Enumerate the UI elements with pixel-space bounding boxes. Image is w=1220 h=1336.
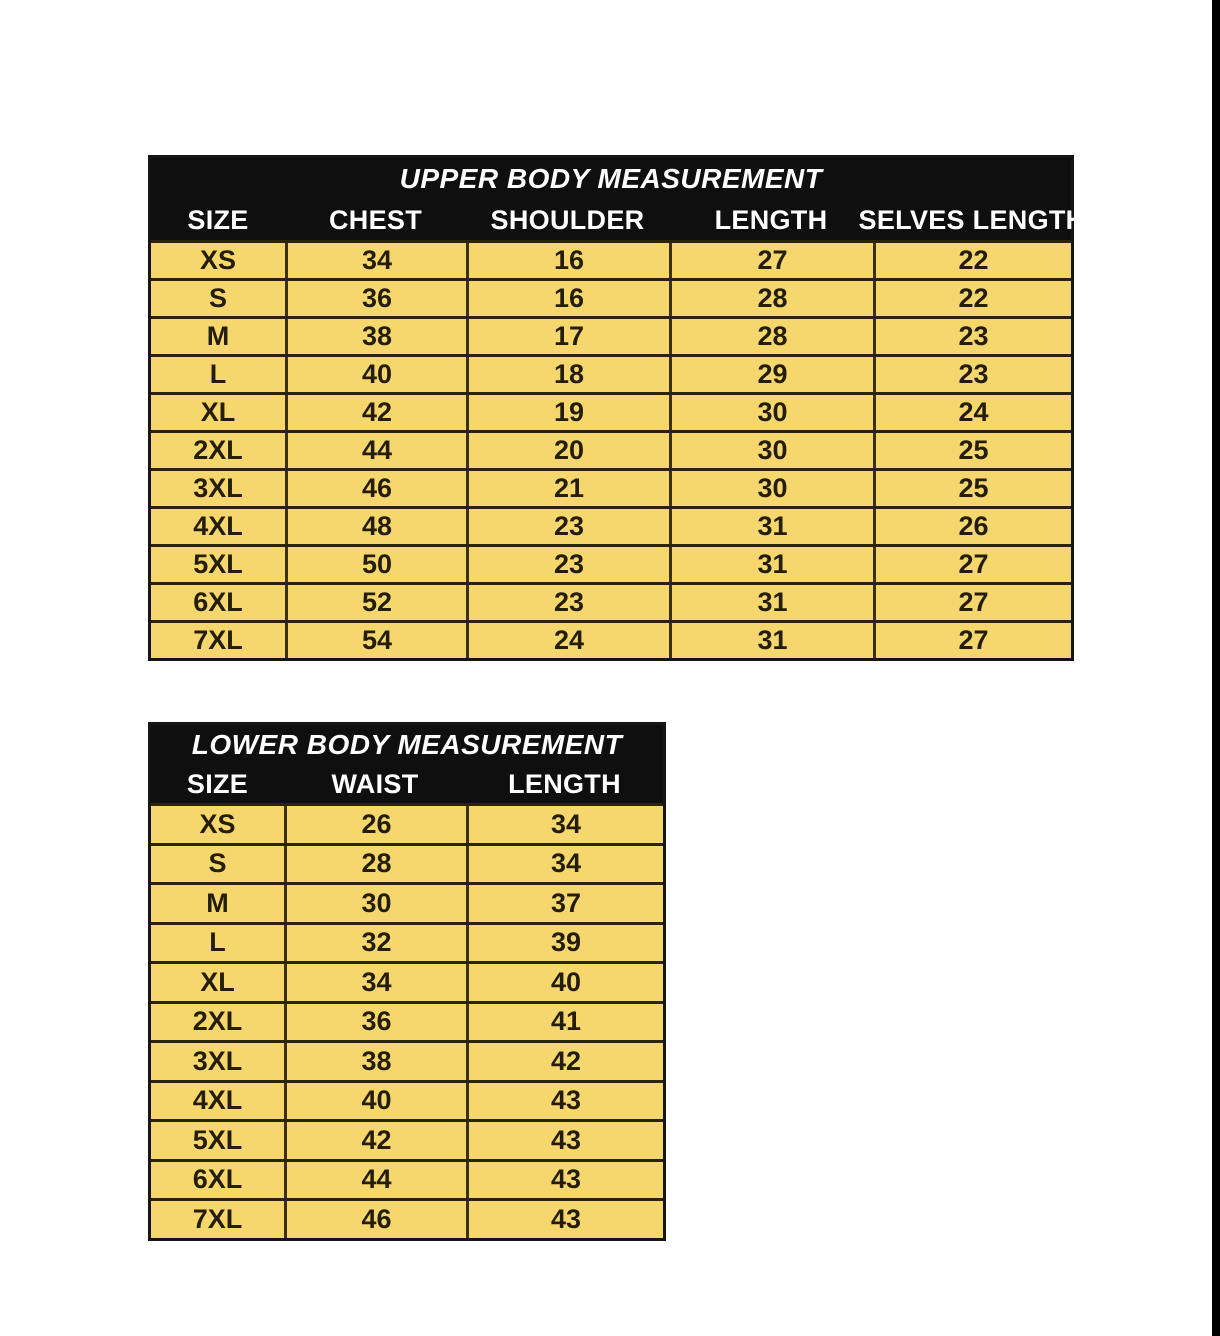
value-cell: 40 [284,1083,466,1120]
value-cell: 36 [284,1004,466,1041]
value-cell: 30 [669,433,873,468]
value-cell: 23 [466,585,669,620]
column-header: WAIST [331,768,419,799]
table-row [151,1159,663,1199]
value-cell: 34 [466,846,663,883]
table-row [151,468,1071,506]
size-cell: 6XL [192,1164,243,1195]
table-row [151,882,663,922]
value-cell: 48 [285,509,466,544]
value-cell: 44 [284,1162,466,1199]
value-cell: 25 [873,433,1071,468]
size-cell: 3XL [193,473,243,503]
value-cell: 23 [873,357,1071,392]
column-header: LENGTH [508,768,621,799]
value-cell: 30 [669,395,873,430]
value-cell: 31 [669,585,873,620]
value-cell: 50 [285,547,466,582]
value-cell: 28 [669,319,873,354]
value-cell: 20 [466,433,669,468]
value-cell: 41 [466,1004,663,1041]
size-cell: 3XL [192,1045,243,1076]
column-header: CHEST [328,204,422,235]
upper-table-title: UPPER BODY MEASUREMENT [399,163,823,194]
size-cell: 7XL [193,625,243,655]
value-cell: 18 [466,357,669,392]
table-row [151,278,1071,316]
size-cell: XS [199,245,237,275]
table-row [151,922,663,962]
value-cell: 27 [873,547,1071,582]
value-cell: 43 [466,1083,663,1120]
value-cell: 46 [285,471,466,506]
size-cell: 5XL [192,1124,243,1155]
value-cell: 34 [466,806,663,843]
column-header: SIZE [186,768,249,799]
value-cell: 29 [669,357,873,392]
table-row [151,392,1071,430]
column-header: LENGTH [714,204,828,235]
size-cell: 7XL [192,1203,243,1234]
value-cell: 19 [466,395,669,430]
size-cell: S [208,283,227,313]
value-cell: 54 [285,623,466,658]
size-cell: L [209,359,227,389]
size-cell: M [206,887,229,918]
size-cell: 6XL [193,587,243,617]
size-cell: XS [199,808,236,839]
table-row [151,1198,663,1238]
right-edge-bar [1212,0,1220,1336]
value-cell: 36 [285,281,466,316]
value-cell: 22 [873,281,1071,316]
value-cell: 25 [873,471,1071,506]
size-cell: XL [200,966,235,997]
value-cell: 40 [285,357,466,392]
value-cell: 23 [873,319,1071,354]
upper-table-body [151,240,1071,658]
value-cell: 23 [466,547,669,582]
value-cell: 16 [466,243,669,278]
table-row [151,582,1071,620]
value-cell: 30 [284,885,466,922]
value-cell: 42 [284,1122,466,1159]
size-cell: 4XL [193,511,243,541]
value-cell: 43 [466,1201,663,1238]
value-cell: 24 [466,623,669,658]
table-row [151,620,1071,658]
size-cell: 2XL [192,1006,243,1037]
value-cell: 31 [669,509,873,544]
value-cell: 40 [466,964,663,1001]
value-cell: 30 [669,471,873,506]
size-cell: 5XL [193,549,243,579]
value-cell: 34 [285,243,466,278]
lower-body-measurement-table [148,722,666,1241]
table-row [151,354,1071,392]
table-row [151,961,663,1001]
value-cell: 38 [285,319,466,354]
table-row [151,506,1071,544]
value-cell: 43 [466,1162,663,1199]
value-cell: 27 [873,585,1071,620]
size-cell: 2XL [193,435,243,465]
size-cell: L [209,927,226,958]
table-row [151,843,663,883]
value-cell: 42 [466,1043,663,1080]
lower-table-body [151,803,663,1238]
lower-table-header-row [151,765,663,803]
value-cell: 16 [466,281,669,316]
table-row [151,240,1071,278]
value-cell: 37 [466,885,663,922]
value-cell: 38 [284,1043,466,1080]
value-cell: 32 [284,925,466,962]
value-cell: 31 [669,547,873,582]
size-cell: XL [200,397,236,427]
column-header: SIZE [187,204,249,235]
value-cell: 21 [466,471,669,506]
size-cell: M [206,321,230,351]
table-row [151,1040,663,1080]
value-cell: 24 [873,395,1071,430]
column-header: SHOULDER [490,204,645,235]
value-cell: 17 [466,319,669,354]
value-cell: 39 [466,925,663,962]
table-row [151,803,663,843]
value-cell: 27 [669,243,873,278]
value-cell: 26 [284,806,466,843]
value-cell: 22 [873,243,1071,278]
value-cell: 43 [466,1122,663,1159]
value-cell: 23 [466,509,669,544]
lower-table-title: LOWER BODY MEASUREMENT [191,729,623,760]
value-cell: 52 [285,585,466,620]
value-cell: 28 [669,281,873,316]
size-cell: S [208,848,227,879]
value-cell: 42 [285,395,466,430]
value-cell: 46 [284,1201,466,1238]
upper-table-header-row [151,200,1086,240]
table-row [151,1119,663,1159]
value-cell: 31 [669,623,873,658]
column-header: SELVES LENGTH [858,204,1086,235]
table-row [151,316,1071,354]
table-row [151,1080,663,1120]
value-cell: 34 [284,964,466,1001]
value-cell: 28 [284,846,466,883]
table-row [151,430,1071,468]
table-row [151,1001,663,1041]
upper-body-measurement-table [148,155,1086,661]
value-cell: 26 [873,509,1071,544]
size-cell: 4XL [192,1085,243,1116]
value-cell: 44 [285,433,466,468]
table-row [151,544,1071,582]
value-cell: 27 [873,623,1071,658]
